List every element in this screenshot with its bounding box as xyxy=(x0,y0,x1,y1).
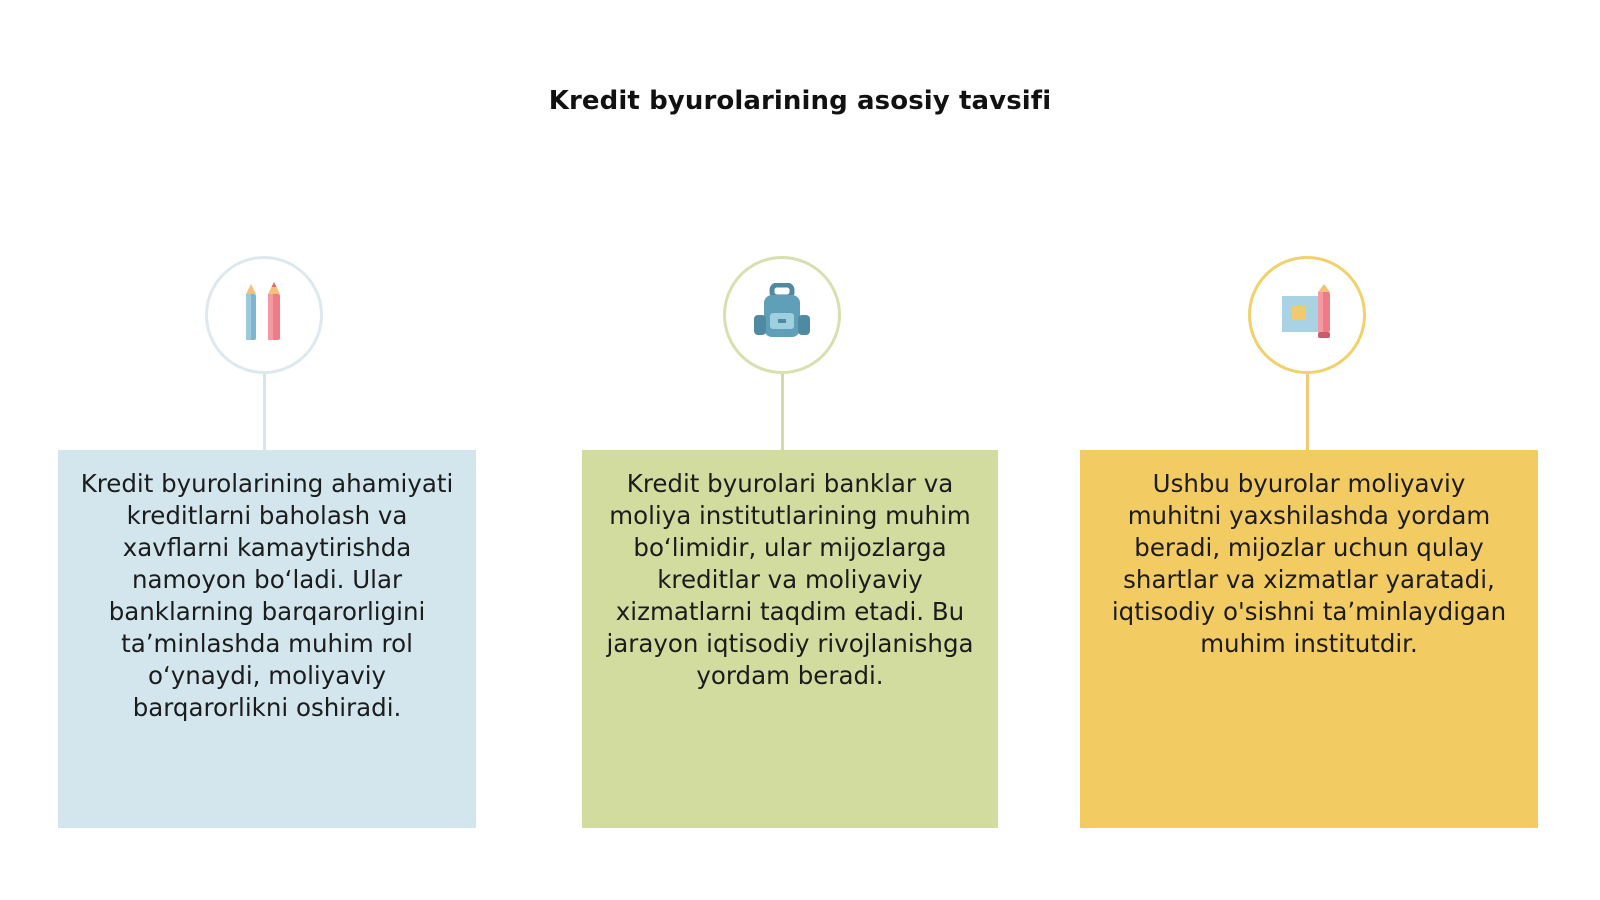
paper-and-pencil-icon xyxy=(1278,284,1336,347)
backpack-icon xyxy=(752,283,812,348)
connector-line-3 xyxy=(1306,374,1309,450)
icon-circle-1 xyxy=(205,256,323,374)
slide-title: Kredit byurolarining asosiy tavsifi xyxy=(548,86,1052,116)
icon-circle-3 xyxy=(1248,256,1366,374)
description-card-3: Ushbu byurolar moliyaviy muhitni yaxshilashda yordam beradi, mijozlar uchun qulay shartlar va xizmatlar yaratadi, iqtisodiy o'sishni taʼminlaydigan muhim institutdir. xyxy=(1080,450,1538,828)
description-card-1: Kredit byurolarining ahamiyati kreditlarni baholash va xavflarni kamaytirishda namoyon boʻladi. Ular banklarning barqarorligini taʼminlashda muhim rol oʻynaydi, moliyaviy barqarorlikni oshiradi. xyxy=(58,450,476,828)
icon-circle-2 xyxy=(723,256,841,374)
colored-pencils-icon xyxy=(238,282,290,349)
connector-line-1 xyxy=(263,374,266,450)
connector-line-2 xyxy=(781,374,784,450)
description-card-2: Kredit byurolari banklar va moliya institutlarining muhim boʻlimidir, ular mijozlarga kreditlar va moliyaviy xizmatlarni taqdim etadi. Bu jarayon iqtisodiy rivojlanishga yordam beradi. xyxy=(582,450,998,828)
item-column-2 xyxy=(582,0,998,900)
item-column-1 xyxy=(58,0,476,900)
item-column-3 xyxy=(1080,0,1538,900)
